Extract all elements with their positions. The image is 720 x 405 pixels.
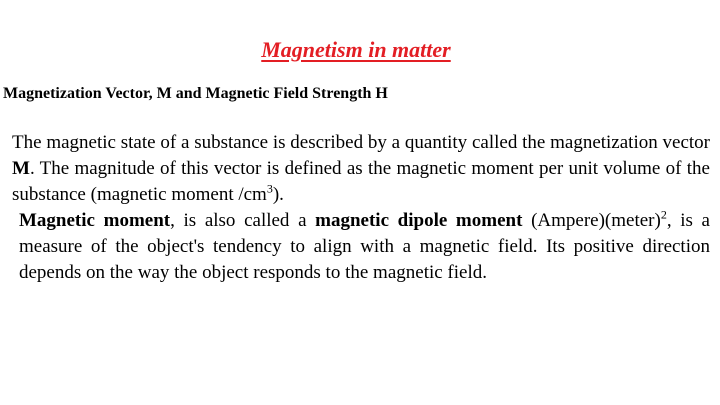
para1-text-3: ). [272, 184, 284, 205]
paragraph-magnetic-moment [3, 208, 710, 286]
para2-term-magnetic-moment: Magnetic moment [19, 210, 171, 231]
section-heading: Magnetization Vector, M and Magnetic Field Strength H [3, 85, 388, 102]
para1-text-2: . The magnitude of this vector is defined as the magnetic moment per unit volume of the substance (magnetic moment /cm [12, 158, 710, 205]
body-text [3, 130, 710, 286]
para2-text-3: , is a measure of the object's tendency to align with a magnetic field. Its positive direction depends on the way the object responds to the magnetic field. [19, 210, 710, 283]
para1-m-symbol: M [12, 158, 30, 179]
paragraph-magnetization [3, 130, 710, 208]
para2-text-1: , is also called a [170, 210, 316, 231]
para1-superscript: 3 [266, 181, 273, 196]
para2-text-2: (Ampere)(meter) [522, 210, 661, 231]
page-title: Magnetism in matter [261, 37, 451, 62]
para2-superscript: 2 [660, 207, 667, 222]
para2-term-dipole-moment: magnetic dipole moment [315, 210, 523, 231]
para1-text-1: The magnetic state of a substance is described by a quantity called the magnetization vector [12, 132, 710, 153]
